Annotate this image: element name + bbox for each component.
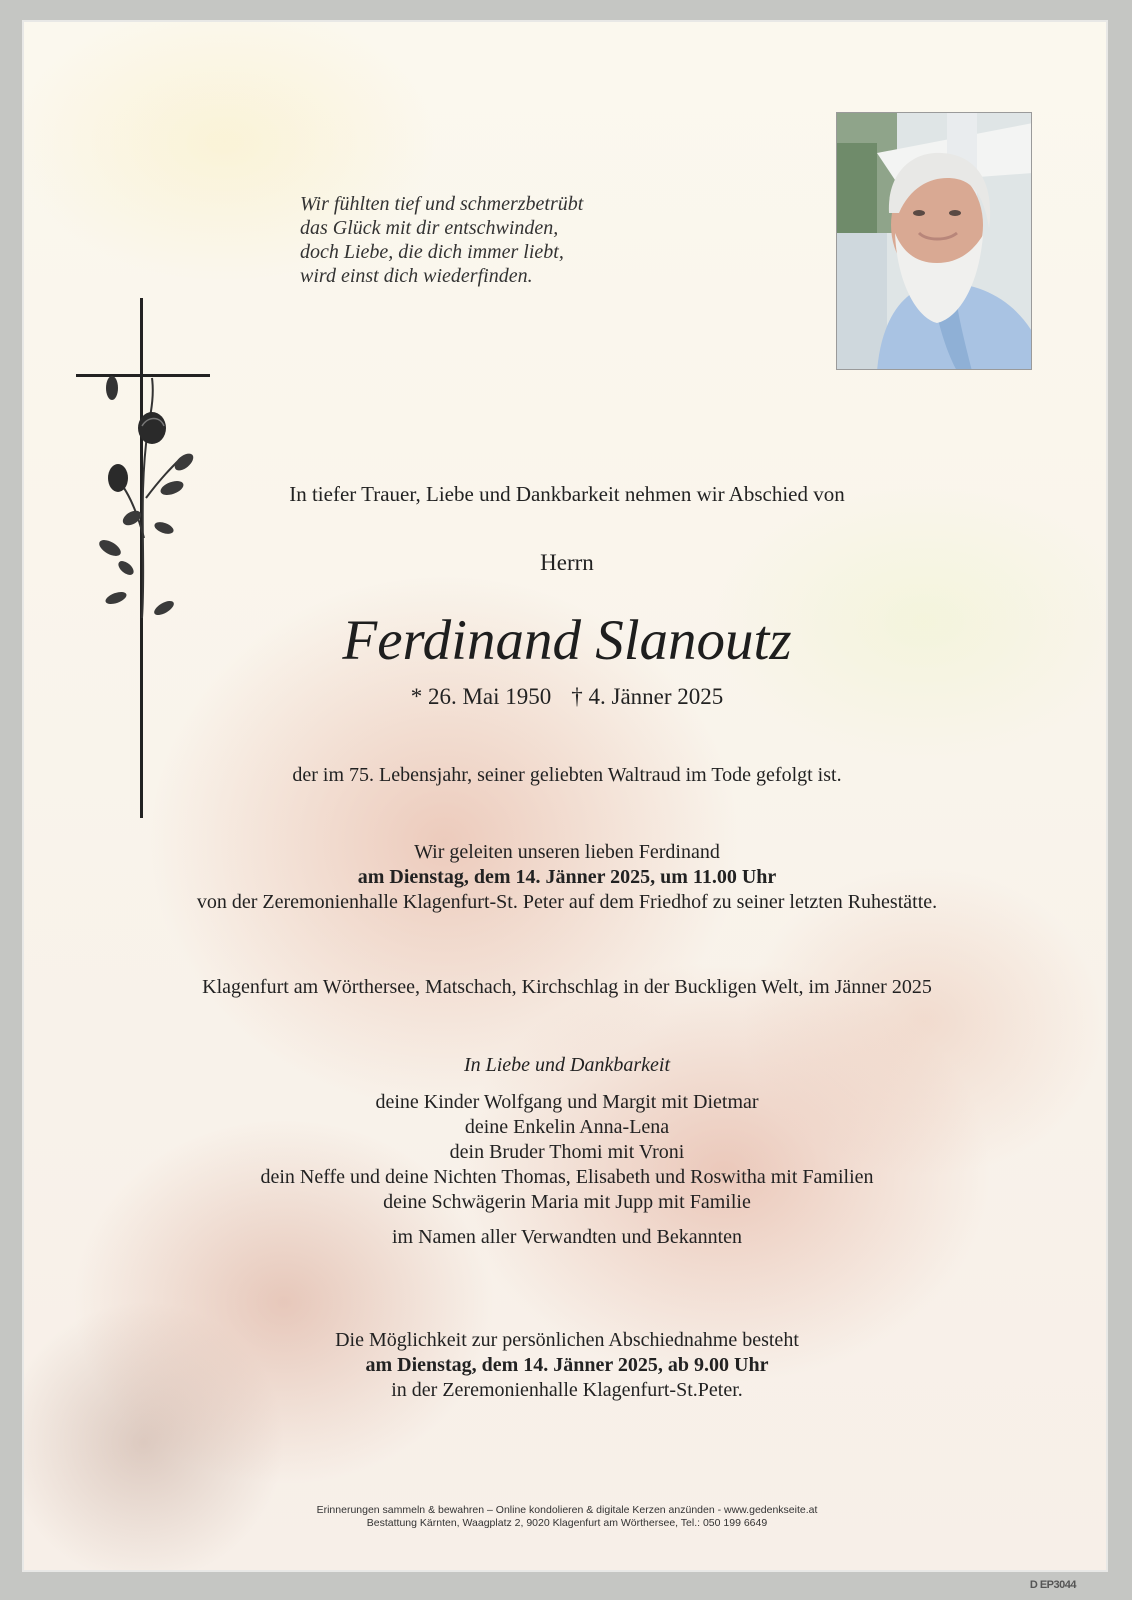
portrait-photo-image [837, 113, 1032, 370]
poem-line: doch Liebe, die dich immer liebt, [300, 241, 564, 263]
portrait-photo [836, 112, 1032, 370]
template-code: D EP3044 [1029, 1579, 1076, 1591]
mourner-line: deine Enkelin Anna-Lena [464, 1116, 670, 1138]
intro-text: In tiefer Trauer, Liebe und Dankbarkeit nehmen wir Abschied von [289, 482, 845, 506]
place-date: Klagenfurt am Wörthersee, Matschach, Kirchschlag in der Buckligen Welt, im Jänner 2025 [202, 976, 932, 998]
farewell-date: am Dienstag, dem 14. Jänner 2025, ab 9.00 Uhr [365, 1354, 769, 1376]
mourners-list [24, 1090, 1108, 1215]
deceased-name: Ferdinand Slanoutz [342, 609, 792, 672]
mourner-line: dein Neffe und deine Nichten Thomas, Elisabeth und Roswitha mit Familien [260, 1166, 874, 1188]
relatives-line: im Namen aller Verwandten und Bekannten [391, 1226, 743, 1248]
ceremony-line: von der Zeremonienhalle Klagenfurt-St. Peter auf dem Friedhof zu seiner letzten Ruhestätte. [196, 891, 938, 913]
mourner-line: dein Bruder Thomi mit Vroni [449, 1141, 685, 1163]
birth-date: * 26. Mai 1950 [410, 684, 552, 709]
ceremony-info [24, 840, 1108, 915]
mourner-line: deine Schwägerin Maria mit Jupp mit Familie [383, 1191, 751, 1213]
death-date: † 4. Jänner 2025 [571, 684, 724, 709]
farewell-line: in der Zeremonienhalle Klagenfurt-St.Peter. [391, 1379, 743, 1401]
life-dates [24, 684, 1108, 710]
salutation: Herrn [540, 550, 594, 575]
footer-line: Bestattung Kärnten, Waagplatz 2, 9020 Klagenfurt am Wörthersee, Tel.: 050 199 6649 [366, 1517, 768, 1529]
poem-line: wird einst dich wiederfinden. [300, 265, 533, 287]
age-line: der im 75. Lebensjahr, seiner geliebten Waltraud im Tode gefolgt ist. [292, 764, 842, 786]
mourners-title: In Liebe und Dankbarkeit [463, 1054, 671, 1076]
ceremony-line: Wir geleiten unseren lieben Ferdinand [414, 841, 720, 863]
farewell-line: Die Möglichkeit zur persönlichen Abschiednahme besteht [335, 1329, 799, 1351]
mourner-line: deine Kinder Wolfgang und Margit mit Dietmar [375, 1091, 759, 1113]
poem-line: Wir fühlten tief und schmerzbetrübt [300, 193, 584, 215]
poem-line: das Glück mit dir entschwinden, [300, 217, 559, 239]
obituary-notice [22, 20, 1108, 1572]
ceremony-date: am Dienstag, dem 14. Jänner 2025, um 11.00 Uhr [357, 866, 777, 888]
footer [24, 1504, 1108, 1530]
farewell-info [24, 1328, 1108, 1403]
memorial-poem [300, 192, 583, 288]
footer-line: Erinnerungen sammeln & bewahren – Online kondolieren & digitale Kerzen anzünden - www.gedenkseite.at [316, 1504, 818, 1516]
